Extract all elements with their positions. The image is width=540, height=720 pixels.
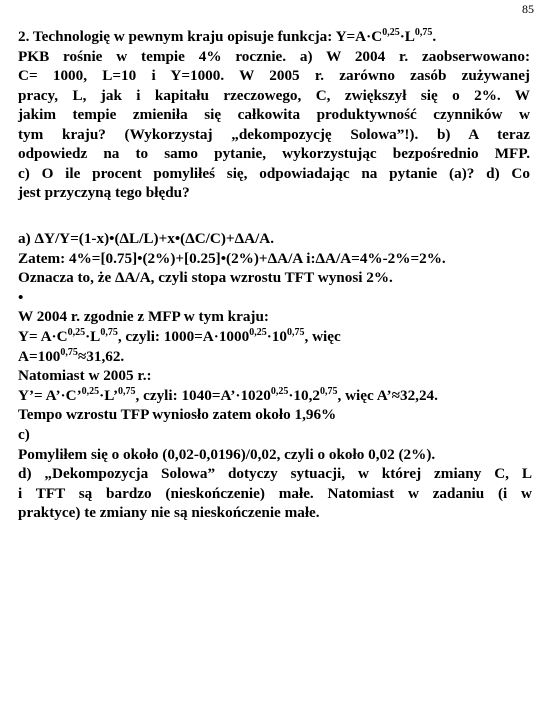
- answer-d-line-2: i TFT są bardzo (nieskończenie) małe. Natomiast w zadaniu (i w: [18, 484, 532, 502]
- problem-line-3: C= 1000, L=10 i Y=1000. W 2005 r. zarówno zasób zużywanej: [18, 67, 530, 84]
- problem-line-7: odpowiedz na to samo pytanie, wykorzystując bezpośrednio MFP.: [18, 145, 530, 162]
- page-number: 85: [522, 2, 534, 16]
- answer-tempo-line: Tempo wzrostu TFP wyniosło zatem około 1,96%: [18, 406, 337, 424]
- problem-statement: [18, 27, 530, 203]
- answer-c-label: c): [18, 425, 30, 443]
- problem-line-1: 2. Technologię w pewnym kraju opisuje funkcja: $Y=A\cdot C^{0,25}\cdot L^{0,75}$.: [18, 27, 437, 45]
- y-formula-part-3: czyli:: [125, 327, 160, 345]
- answer-d-line-1: d) „Dekompozycja Solowa” dotyczy sytuacji, w której zmiany C, L: [18, 465, 532, 483]
- approx-icon: ≈: [77, 347, 87, 365]
- y-formula-part-5: więc: [312, 327, 341, 345]
- problem-line-8: c) O ile procent pomyliłeś się, odpowiadając na pytanie (a)? d) Co: [18, 164, 530, 182]
- y-formula-part-4: $1000=A\cdot 1000^{0,25}\cdot 10^{0,75}$,: [163, 326, 309, 345]
- problem-line-2: PKB rośnie w tempie 4% rocznie. a) W 2004 r. zaobserwowano:: [18, 47, 530, 65]
- answer-bullet: •: [18, 288, 24, 306]
- y-formula-part-2: $A\cdot C^{0,25}\cdot L^{0,75}$,: [40, 326, 122, 345]
- answer-oznacza-line: Oznacza to, że ΔA/A, czyli stopa wzrostu TFT wynosi 2%.: [18, 269, 393, 287]
- problem-line-6: tym kraju? (Wykorzystaj „dekompozycję Solowa”!). b) A teraz: [18, 125, 530, 143]
- answer-a-line: a) ΔY/Y=(1-x)•(ΔL/L)+x•(ΔC/C)+ΔA/A.: [18, 230, 275, 247]
- approx-icon: ≈: [391, 386, 400, 404]
- answer-2004-line: W 2004 r. zgodnie z MFP w tym kraju:: [18, 308, 269, 326]
- answer-y-formula-line: [18, 327, 532, 347]
- problem-line-4: pracy, L, jak i kapitału rzeczowego, C, zwiększył się o 2%. W: [18, 86, 530, 104]
- problem-line-9: jest przyczyną tego błędu?: [18, 184, 190, 201]
- y-formula-part-1: Y=: [18, 327, 38, 345]
- problem-line-5: jakim tempie zmieniła się całkowita produktywność czynników w: [18, 106, 530, 123]
- answer-pomylilem-line: Pomyliłem się o około (0,02-0,0196)/0,02, czyli o około 0,02 (2%).: [18, 445, 436, 463]
- answer-y2-line: Y’= A’·C’$^{0,25}$·L’$^{0,75}$, czyli: $1040=A’\cdot 1020^{0,25}\cdot 10,2^{0,75}$, więc A’≈32,24.: [18, 385, 438, 404]
- answer-a-value-line: $A=100^{0,75}\approx 31,62$.: [18, 346, 125, 365]
- answer-zatem-line: Zatem: 4%=[0.75]•(2%)+[0.25]•(2%)+ΔA/A i:ΔA/A=4%-2%=2%.: [18, 249, 446, 267]
- answer-natomiast-line: Natomiast w 2005 r.:: [18, 367, 152, 385]
- answer-d-line-3: praktyce) te zmiany nie są nieskończenie małe.: [18, 504, 320, 522]
- answer-block: [18, 229, 532, 523]
